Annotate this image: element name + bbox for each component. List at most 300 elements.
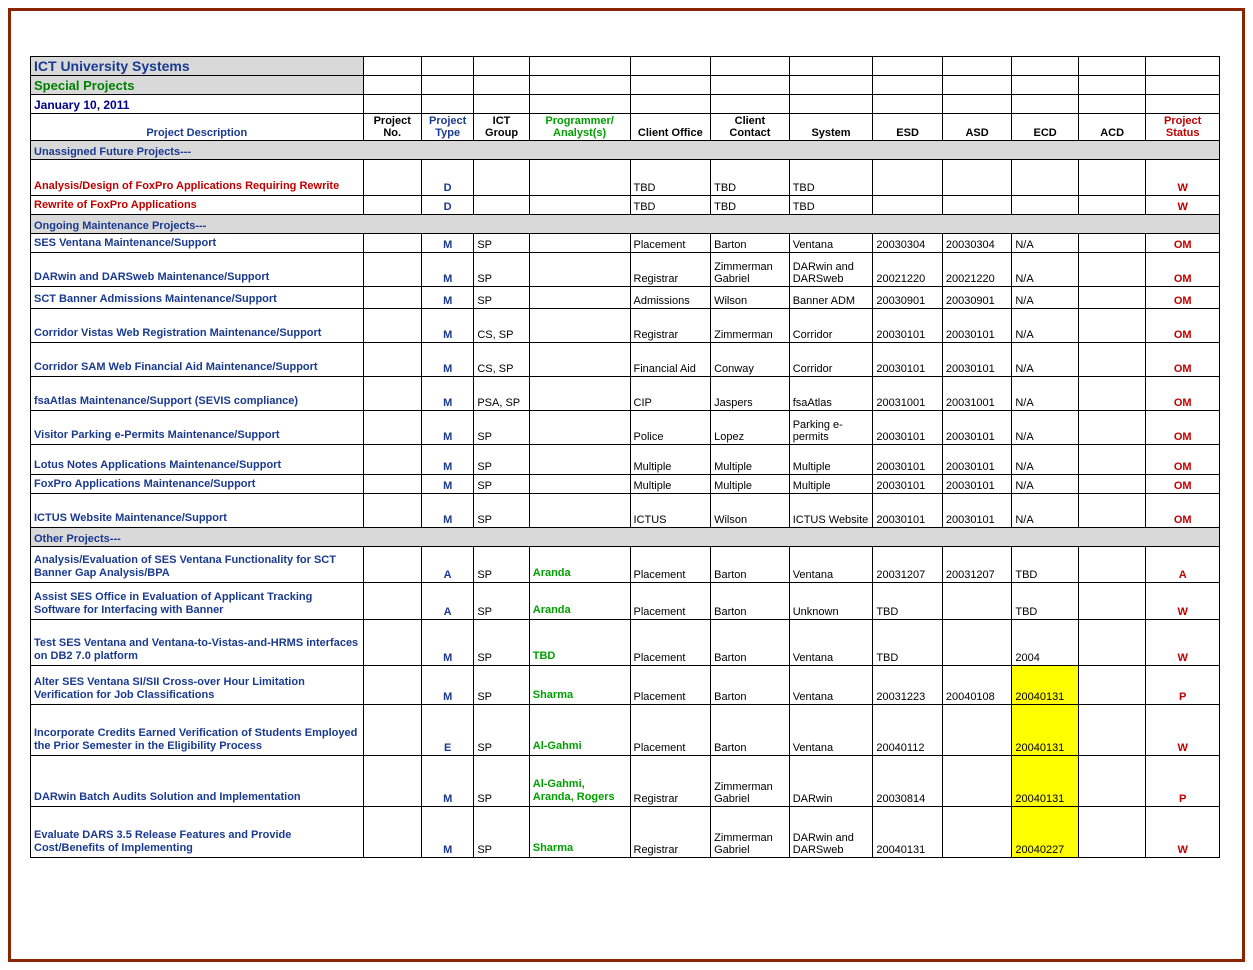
ecd: TBD [1012, 547, 1079, 583]
project-status: OM [1146, 377, 1220, 411]
client-office: Placement [630, 547, 711, 583]
client-office: Multiple [630, 475, 711, 494]
client-contact: Lopez [711, 411, 790, 445]
project-description: DARwin and DARSweb Maintenance/Support [31, 253, 364, 287]
blank-cell [363, 76, 421, 95]
blank-cell [1078, 95, 1146, 114]
blank-cell [529, 57, 630, 76]
project-type: M [421, 234, 473, 253]
project-type: M [421, 309, 473, 343]
table-row[interactable] [31, 705, 1220, 756]
project-no [363, 547, 421, 583]
blank-cell [1146, 95, 1220, 114]
project-type: M [421, 756, 473, 807]
project-status: OM [1146, 475, 1220, 494]
title-row [31, 57, 1220, 76]
ict-group: SP [474, 620, 529, 666]
project-no [363, 234, 421, 253]
system: DARwin [789, 756, 873, 807]
table-row[interactable] [31, 234, 1220, 253]
project-status: W [1146, 583, 1220, 620]
table-row[interactable] [31, 807, 1220, 858]
blank-cell [873, 76, 943, 95]
col-header-project-no-line2: No. [383, 127, 402, 139]
system: TBD [789, 160, 873, 196]
ecd: N/A [1012, 309, 1079, 343]
project-no [363, 583, 421, 620]
project-description: Alter SES Ventana SI/SII Cross-over Hour Limitation Verification for Job Classifications [31, 666, 364, 705]
project-type: M [421, 287, 473, 309]
client-office: Placement [630, 666, 711, 705]
project-type: M [421, 494, 473, 528]
client-contact: Barton [711, 547, 790, 583]
client-office: Admissions [630, 287, 711, 309]
col-header-programmer-line2: Analyst(s) [553, 127, 607, 139]
programmer: Aranda [529, 583, 630, 620]
blank-cell [529, 76, 630, 95]
ict-group: CS, SP [474, 343, 529, 377]
project-description: Corridor SAM Web Financial Aid Maintenance/Support [31, 343, 364, 377]
project-status: OM [1146, 234, 1220, 253]
header-row [31, 114, 1220, 141]
client-office: Registrar [630, 309, 711, 343]
programmer [529, 475, 630, 494]
ict-group: SP [474, 756, 529, 807]
blank-cell [711, 76, 790, 95]
blank-cell [942, 76, 1012, 95]
esd: 20040131 [873, 807, 943, 858]
project-no [363, 475, 421, 494]
project-description: DARwin Batch Audits Solution and Implementation [31, 756, 364, 807]
blank-cell [1146, 57, 1220, 76]
programmer [529, 234, 630, 253]
ict-group: PSA, SP [474, 377, 529, 411]
client-contact: Barton [711, 705, 790, 756]
acd [1078, 411, 1146, 445]
project-no [363, 196, 421, 215]
client-contact: Multiple [711, 445, 790, 475]
ict-group: SP [474, 807, 529, 858]
col-header-client-contact [711, 114, 790, 141]
col-header-project-type-line1: Project [429, 115, 467, 127]
esd: 20031207 [873, 547, 943, 583]
blank-cell [1146, 76, 1220, 95]
programmer [529, 309, 630, 343]
acd [1078, 547, 1146, 583]
esd: 20030814 [873, 756, 943, 807]
col-header-programmer [529, 114, 630, 141]
project-description: SCT Banner Admissions Maintenance/Support [31, 287, 364, 309]
programmer: Al-Gahmi [529, 705, 630, 756]
client-office: Financial Aid [630, 343, 711, 377]
ict-group [474, 160, 529, 196]
blank-cell [421, 95, 473, 114]
project-no [363, 807, 421, 858]
acd [1078, 377, 1146, 411]
project-status: OM [1146, 253, 1220, 287]
blank-cell [474, 57, 529, 76]
blank-cell [789, 76, 873, 95]
ecd: N/A [1012, 475, 1079, 494]
client-office: Registrar [630, 756, 711, 807]
system: TBD [789, 196, 873, 215]
table-row[interactable] [31, 196, 1220, 215]
project-description: ICTUS Website Maintenance/Support [31, 494, 364, 528]
ict-group: SP [474, 666, 529, 705]
asd: 20030101 [942, 445, 1012, 475]
ict-group: SP [474, 547, 529, 583]
col-header-ict-line1: ICT [492, 115, 511, 127]
acd [1078, 807, 1146, 858]
project-status: OM [1146, 343, 1220, 377]
table-row[interactable] [31, 309, 1220, 343]
esd: 20030101 [873, 411, 943, 445]
col-header-ict-line2: Group [485, 127, 519, 139]
table-row[interactable] [31, 666, 1220, 705]
project-no [363, 253, 421, 287]
acd [1078, 705, 1146, 756]
project-type: D [421, 160, 473, 196]
esd: 20031001 [873, 377, 943, 411]
programmer [529, 445, 630, 475]
col-header-status-line1: Project [1164, 115, 1202, 127]
ict-group: SP [474, 705, 529, 756]
project-status: OM [1146, 411, 1220, 445]
col-header-acd: ACD [1078, 114, 1146, 141]
blank-cell [1012, 76, 1079, 95]
blank-cell [711, 95, 790, 114]
section-label: Unassigned Future Projects--- [31, 141, 1220, 160]
ict-group: SP [474, 494, 529, 528]
esd [873, 196, 943, 215]
client-office: CIP [630, 377, 711, 411]
col-header-ict-group [474, 114, 529, 141]
esd: 20030101 [873, 494, 943, 528]
acd [1078, 666, 1146, 705]
programmer [529, 494, 630, 528]
ecd: 20040131 [1012, 705, 1079, 756]
programmer [529, 196, 630, 215]
client-contact: TBD [711, 160, 790, 196]
ecd: N/A [1012, 494, 1079, 528]
table-row[interactable] [31, 583, 1220, 620]
projects-table [30, 56, 1220, 858]
esd: 20030101 [873, 445, 943, 475]
table-row[interactable] [31, 287, 1220, 309]
client-office: Registrar [630, 807, 711, 858]
programmer [529, 377, 630, 411]
subtitle-row [31, 76, 1220, 95]
esd: TBD [873, 583, 943, 620]
col-header-status-line2: Status [1165, 127, 1200, 139]
blank-cell [529, 95, 630, 114]
asd: 20030304 [942, 234, 1012, 253]
ecd [1012, 160, 1079, 196]
project-status: P [1146, 666, 1220, 705]
project-type: M [421, 666, 473, 705]
blank-cell [942, 95, 1012, 114]
project-type: A [421, 583, 473, 620]
client-contact: Barton [711, 666, 790, 705]
asd: 20030101 [942, 343, 1012, 377]
table-row[interactable] [31, 445, 1220, 475]
esd: 20030901 [873, 287, 943, 309]
client-contact: Zimmerman Gabriel [711, 807, 790, 858]
section-label: Ongoing Maintenance Projects--- [31, 215, 1220, 234]
ict-group: SP [474, 253, 529, 287]
col-header-client-office: Client Office [630, 114, 711, 141]
blank-cell [873, 95, 943, 114]
project-no [363, 756, 421, 807]
ecd: 2004 [1012, 620, 1079, 666]
esd: 20021220 [873, 253, 943, 287]
blank-cell [363, 95, 421, 114]
project-description: Lotus Notes Applications Maintenance/Support [31, 445, 364, 475]
project-no [363, 494, 421, 528]
ecd: N/A [1012, 377, 1079, 411]
asd: 20031207 [942, 547, 1012, 583]
blank-cell [363, 57, 421, 76]
sheet-title: ICT University Systems [31, 57, 364, 76]
table-row[interactable] [31, 343, 1220, 377]
system: Ventana [789, 620, 873, 666]
asd [942, 160, 1012, 196]
blank-cell [474, 95, 529, 114]
system: ICTUS Website [789, 494, 873, 528]
project-type: D [421, 196, 473, 215]
col-header-system: System [789, 114, 873, 141]
project-no [363, 377, 421, 411]
table-row[interactable] [31, 756, 1220, 807]
col-header-project-no-line1: Project [373, 115, 411, 127]
project-type: M [421, 807, 473, 858]
asd: 20030101 [942, 411, 1012, 445]
project-no [363, 445, 421, 475]
client-contact: Barton [711, 620, 790, 666]
project-status: W [1146, 196, 1220, 215]
asd [942, 756, 1012, 807]
client-contact: Wilson [711, 494, 790, 528]
table-row[interactable] [31, 475, 1220, 494]
asd: 20030901 [942, 287, 1012, 309]
project-no [363, 620, 421, 666]
ict-group: SP [474, 583, 529, 620]
ecd: 20040131 [1012, 756, 1079, 807]
esd: 20040112 [873, 705, 943, 756]
project-no [363, 411, 421, 445]
table-row[interactable] [31, 377, 1220, 411]
ecd: N/A [1012, 411, 1079, 445]
col-header-client-contact-line2: Contact [729, 127, 771, 139]
programmer [529, 253, 630, 287]
system: fsaAtlas [789, 377, 873, 411]
ict-group: SP [474, 445, 529, 475]
system: Parking e-permits [789, 411, 873, 445]
ecd: N/A [1012, 253, 1079, 287]
col-header-description: Project Description [31, 114, 364, 141]
blank-cell [942, 57, 1012, 76]
asd: 20030101 [942, 494, 1012, 528]
project-status: W [1146, 160, 1220, 196]
blank-cell [630, 57, 711, 76]
blank-cell [873, 57, 943, 76]
asd [942, 705, 1012, 756]
project-description: Assist SES Office in Evaluation of Applicant Tracking Software for Interfacing with Banner [31, 583, 364, 620]
col-header-client-contact-line1: Client [734, 115, 766, 127]
acd [1078, 583, 1146, 620]
esd: 20030101 [873, 309, 943, 343]
client-office: Placement [630, 234, 711, 253]
col-header-project-no [363, 114, 421, 141]
client-contact: Zimmerman [711, 309, 790, 343]
project-description: FoxPro Applications Maintenance/Support [31, 475, 364, 494]
blank-cell [1012, 57, 1079, 76]
blank-cell [421, 57, 473, 76]
blank-cell [630, 76, 711, 95]
client-office: Registrar [630, 253, 711, 287]
client-contact: Wilson [711, 287, 790, 309]
project-no [363, 666, 421, 705]
system: DARwin and DARSweb [789, 807, 873, 858]
client-contact: Barton [711, 234, 790, 253]
project-status: OM [1146, 445, 1220, 475]
programmer [529, 287, 630, 309]
programmer [529, 411, 630, 445]
asd [942, 196, 1012, 215]
ecd: N/A [1012, 343, 1079, 377]
project-status: W [1146, 620, 1220, 666]
ict-group: SP [474, 411, 529, 445]
project-description: Corridor Vistas Web Registration Maintenance/Support [31, 309, 364, 343]
project-description: Test SES Ventana and Ventana-to-Vistas-and-HRMS interfaces on DB2 7.0 platform [31, 620, 364, 666]
project-type: M [421, 445, 473, 475]
project-description: Visitor Parking e-Permits Maintenance/Support [31, 411, 364, 445]
table-row[interactable] [31, 494, 1220, 528]
programmer: Aranda [529, 547, 630, 583]
project-status: OM [1146, 494, 1220, 528]
client-contact: TBD [711, 196, 790, 215]
blank-cell [630, 95, 711, 114]
project-type: M [421, 475, 473, 494]
client-office: ICTUS [630, 494, 711, 528]
project-description: Analysis/Design of FoxPro Applications Requiring Rewrite [31, 160, 364, 196]
client-office: TBD [630, 196, 711, 215]
project-type: M [421, 253, 473, 287]
ecd: 20040227 [1012, 807, 1079, 858]
project-type: M [421, 620, 473, 666]
programmer [529, 343, 630, 377]
ecd: N/A [1012, 234, 1079, 253]
blank-cell [789, 95, 873, 114]
project-status: A [1146, 547, 1220, 583]
report-date: January 10, 2011 [31, 95, 364, 114]
ecd: N/A [1012, 445, 1079, 475]
project-type: M [421, 411, 473, 445]
esd: 20030101 [873, 343, 943, 377]
table-body [31, 141, 1220, 858]
project-no [363, 705, 421, 756]
project-type: M [421, 377, 473, 411]
client-contact: Zimmerman Gabriel [711, 756, 790, 807]
acd [1078, 756, 1146, 807]
asd: 20040108 [942, 666, 1012, 705]
section-header-row [31, 528, 1220, 547]
project-no [363, 160, 421, 196]
project-description: SES Ventana Maintenance/Support [31, 234, 364, 253]
system: Banner ADM [789, 287, 873, 309]
acd [1078, 196, 1146, 215]
table-row[interactable] [31, 547, 1220, 583]
col-header-project-type-line2: Type [435, 127, 461, 139]
blank-cell [1078, 57, 1146, 76]
acd [1078, 309, 1146, 343]
asd: 20021220 [942, 253, 1012, 287]
system: Unknown [789, 583, 873, 620]
esd: 20030304 [873, 234, 943, 253]
programmer: Al-Gahmi, Aranda, Rogers [529, 756, 630, 807]
table-row[interactable] [31, 160, 1220, 196]
asd [942, 620, 1012, 666]
project-description: Analysis/Evaluation of SES Ventana Functionality for SCT Banner Gap Analysis/BPA [31, 547, 364, 583]
acd [1078, 620, 1146, 666]
table-row[interactable] [31, 620, 1220, 666]
client-office: Police [630, 411, 711, 445]
client-office: Multiple [630, 445, 711, 475]
system: Corridor [789, 343, 873, 377]
ict-group: SP [474, 287, 529, 309]
programmer [529, 160, 630, 196]
project-description: fsaAtlas Maintenance/Support (SEVIS compliance) [31, 377, 364, 411]
esd: 20030101 [873, 475, 943, 494]
project-status: OM [1146, 309, 1220, 343]
project-status: W [1146, 807, 1220, 858]
blank-cell [789, 57, 873, 76]
client-office: Placement [630, 620, 711, 666]
table-row[interactable] [31, 253, 1220, 287]
project-description: Evaluate DARS 3.5 Release Features and Provide Cost/Benefits of Implementing [31, 807, 364, 858]
client-contact: Conway [711, 343, 790, 377]
col-header-ecd: ECD [1012, 114, 1079, 141]
esd: TBD [873, 620, 943, 666]
col-header-project-type [421, 114, 473, 141]
project-status: W [1146, 705, 1220, 756]
client-contact: Zimmerman Gabriel [711, 253, 790, 287]
asd [942, 807, 1012, 858]
project-no [363, 309, 421, 343]
programmer: Sharma [529, 807, 630, 858]
blank-cell [474, 76, 529, 95]
system: Multiple [789, 445, 873, 475]
acd [1078, 253, 1146, 287]
ict-group [474, 196, 529, 215]
ict-group: SP [474, 234, 529, 253]
programmer: TBD [529, 620, 630, 666]
ecd [1012, 196, 1079, 215]
col-header-asd: ASD [942, 114, 1012, 141]
project-no [363, 287, 421, 309]
blank-cell [421, 76, 473, 95]
project-type: E [421, 705, 473, 756]
system: Ventana [789, 666, 873, 705]
project-description: Rewrite of FoxPro Applications [31, 196, 364, 215]
blank-cell [711, 57, 790, 76]
acd [1078, 494, 1146, 528]
acd [1078, 160, 1146, 196]
project-no [363, 343, 421, 377]
table-row[interactable] [31, 411, 1220, 445]
client-contact: Multiple [711, 475, 790, 494]
col-header-programmer-line1: Programmer/ [545, 115, 614, 127]
